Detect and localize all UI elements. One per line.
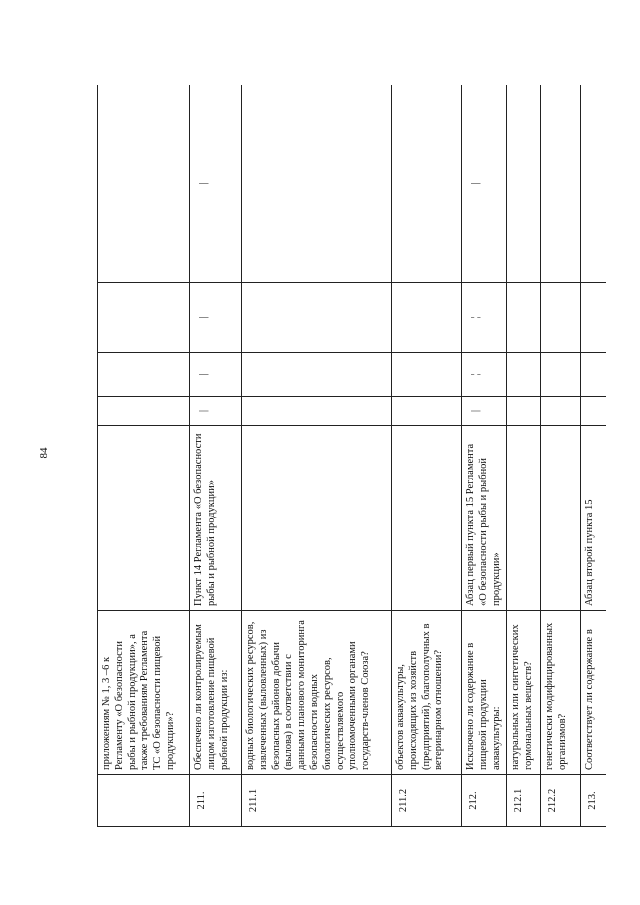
reference-cell: Абзац первый пункта 15 Регламента «О безопасности рыбы и рыбной продукции» — [462, 426, 507, 611]
answer-na-cell — [242, 283, 392, 353]
page-number: 84 — [38, 447, 50, 459]
table-body — [98, 85, 607, 827]
table-row — [242, 85, 392, 827]
answer-no-cell — [541, 353, 581, 397]
table-row — [581, 85, 606, 827]
note-cell — [392, 85, 462, 283]
row-number-cell: 213. — [581, 775, 606, 827]
table-row — [190, 85, 242, 827]
table-row — [462, 85, 507, 827]
table-row — [98, 85, 190, 827]
checklist-table — [97, 85, 606, 827]
table-row — [507, 85, 541, 827]
note-cell — [242, 85, 392, 283]
note-cell: | — [190, 85, 242, 283]
table-row — [392, 85, 462, 827]
question-cell: Исключено ли содержание в пищевой продукции аквакультуры: — [462, 611, 507, 775]
answer-yes-cell — [98, 397, 190, 426]
answer-yes-cell — [581, 397, 606, 426]
row-number-cell: 212.1 — [507, 775, 541, 827]
row-number-cell: 211. — [190, 775, 242, 827]
note-cell: | — [462, 85, 507, 283]
row-number-cell: 211.1 — [242, 775, 392, 827]
answer-na-cell — [581, 283, 606, 353]
reference-cell — [392, 426, 462, 611]
table-row — [541, 85, 581, 827]
answer-no-cell — [581, 353, 606, 397]
reference-cell: Абзац второй пункта 15 — [581, 426, 606, 611]
answer-no-cell: ¦ — [462, 353, 507, 397]
answer-na-cell — [392, 283, 462, 353]
row-number-cell — [98, 775, 190, 827]
question-cell: Обеспечено ли контролируемым лицом изготовление пищевой рыбной продукции из: — [190, 611, 242, 775]
checklist-table-container — [97, 85, 606, 827]
reference-cell — [541, 426, 581, 611]
answer-na-cell — [507, 283, 541, 353]
question-cell: водных биологических ресурсов, извлеченных (выловленных) из безопасных районов добычи (вылова) в соответствии с данными планового мониторинга безопасности водных биологических ресурсов, осуществляемого уполномоченными органами государств-членов Союза? — [242, 611, 392, 775]
answer-na-cell — [541, 283, 581, 353]
answer-yes-cell — [392, 397, 462, 426]
row-number-cell: 212.2 — [541, 775, 581, 827]
question-cell: объектов аквакультуры, происходящих из хозяйств (предприятий), благополучных в ветеринарном отношении? — [392, 611, 462, 775]
question-cell: генетически модифицированных организмов? — [541, 611, 581, 775]
note-cell — [581, 85, 606, 283]
question-cell: Соответствует ли содержание в — [581, 611, 606, 775]
answer-yes-cell — [507, 397, 541, 426]
question-cell: натуральных или синтетических гормональных веществ? — [507, 611, 541, 775]
answer-na-cell: | — [190, 283, 242, 353]
row-number-cell: 212. — [462, 775, 507, 827]
answer-yes-cell — [242, 397, 392, 426]
answer-yes-cell — [541, 397, 581, 426]
answer-no-cell: | — [190, 353, 242, 397]
row-number-cell: 211.2 — [392, 775, 462, 827]
answer-no-cell — [507, 353, 541, 397]
answer-na-cell — [98, 283, 190, 353]
reference-cell — [242, 426, 392, 611]
answer-no-cell — [98, 353, 190, 397]
answer-na-cell: ¦ — [462, 283, 507, 353]
reference-cell — [98, 426, 190, 611]
answer-no-cell — [392, 353, 462, 397]
note-cell — [98, 85, 190, 283]
question-cell: приложениям № 1, 3 –6 к Регламенту «О безопасности рыбы и рыбной продукции», а также требованиям Регламента ТС «О безопасности пищевой продукции»? — [98, 611, 190, 775]
answer-yes-cell: | — [462, 397, 507, 426]
note-cell — [507, 85, 541, 283]
reference-cell: Пункт 14 Регламента «О безопасности рыбы и рыбной продукции» — [190, 426, 242, 611]
reference-cell — [507, 426, 541, 611]
rotated-table-area — [97, 85, 606, 827]
answer-yes-cell: | — [190, 397, 242, 426]
answer-no-cell — [242, 353, 392, 397]
note-cell — [541, 85, 581, 283]
